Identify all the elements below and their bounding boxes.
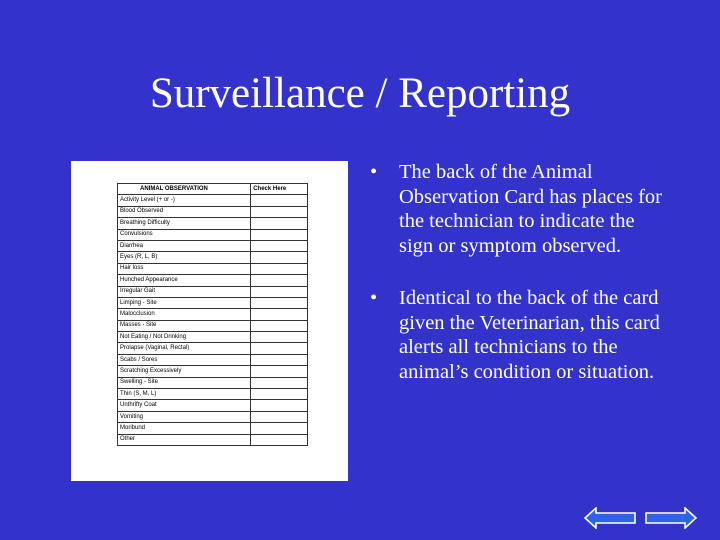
table-row [118,309,308,320]
animal-observation-table [117,183,308,446]
table-row [118,297,308,308]
check-cell [251,400,308,411]
check-cell [251,252,308,263]
table-row [118,195,308,206]
observation-label: Moribund [118,423,251,434]
check-cell [251,195,308,206]
bullet-marker: • [370,287,378,309]
bullet-item [370,286,670,384]
check-cell [251,275,308,286]
observation-label: Malocclusion [118,309,251,320]
check-cell [251,389,308,400]
check-cell [251,343,308,354]
check-cell [251,320,308,331]
observation-label: Diarrhea [118,240,251,251]
observation-label: Convulsions [118,229,251,240]
column-header-observation: ANIMAL OBSERVATION [118,184,251,195]
table-row [118,366,308,377]
table-row [118,434,308,445]
check-cell [251,354,308,365]
table-row [118,263,308,274]
table-row [118,423,308,434]
observation-label: Scabs / Sores [118,354,251,365]
column-header-check: Check Here [251,184,308,195]
table-row [118,252,308,263]
table-row [118,320,308,331]
observation-label: Thin (S, M, L) [118,389,251,400]
observation-label: Irregular Gait [118,286,251,297]
arrow-left-icon [584,507,636,529]
observation-label: Activity Level (+ or -) [118,195,251,206]
table-row [118,332,308,343]
table-row [118,343,308,354]
check-cell [251,366,308,377]
table-row [118,400,308,411]
observation-label: Vomiting [118,411,251,422]
observation-label: Scratching Excessively [118,366,251,377]
table-row [118,354,308,365]
back-button[interactable] [584,507,636,529]
table-row [118,389,308,400]
bullet-text: Identical to the back of the card given the Veterinarian, this card alerts all technicians to the animal’s condition or situation. [399,287,660,383]
table-body [118,195,308,446]
arrow-right-icon [645,507,697,529]
bullet-marker: • [370,161,378,183]
table-row [118,229,308,240]
observation-label: Breathing Difficulty [118,218,251,229]
check-cell [251,297,308,308]
check-cell [251,309,308,320]
check-cell [251,218,308,229]
check-cell [251,377,308,388]
table-header-row [118,184,308,195]
check-cell [251,423,308,434]
next-button[interactable] [645,507,697,529]
observation-label: Other [118,434,251,445]
observation-label: Blood Observed [118,206,251,217]
table-row [118,286,308,297]
check-cell [251,229,308,240]
observation-label: Unthrifty Coat [118,400,251,411]
table-row [118,240,308,251]
check-cell [251,240,308,251]
table-row [118,411,308,422]
observation-label: Hunched Appearance [118,275,251,286]
table-row [118,218,308,229]
observation-label: Not Eating / Not Drinking [118,332,251,343]
table-row [118,275,308,286]
check-cell [251,434,308,445]
check-cell [251,411,308,422]
observation-card-image [71,161,348,481]
bullet-list [370,160,670,384]
bullet-item [370,160,670,258]
check-cell [251,206,308,217]
observation-label: Eyes (R, L, B) [118,252,251,263]
observation-label: Prolapse (Vaginal, Rectal) [118,343,251,354]
slide-title: Surveillance / Reporting [149,70,571,117]
bullet-text: The back of the Animal Observation Card has places for the technician to indicate the sign or symptom observed. [399,161,662,257]
check-cell [251,332,308,343]
check-cell [251,263,308,274]
observation-label: Limping - Site [118,297,251,308]
table-row [118,377,308,388]
check-cell [251,286,308,297]
observation-label: Swelling - Site [118,377,251,388]
observation-label: Masses - Site [118,320,251,331]
observation-label: Hair loss [118,263,251,274]
table-row [118,206,308,217]
